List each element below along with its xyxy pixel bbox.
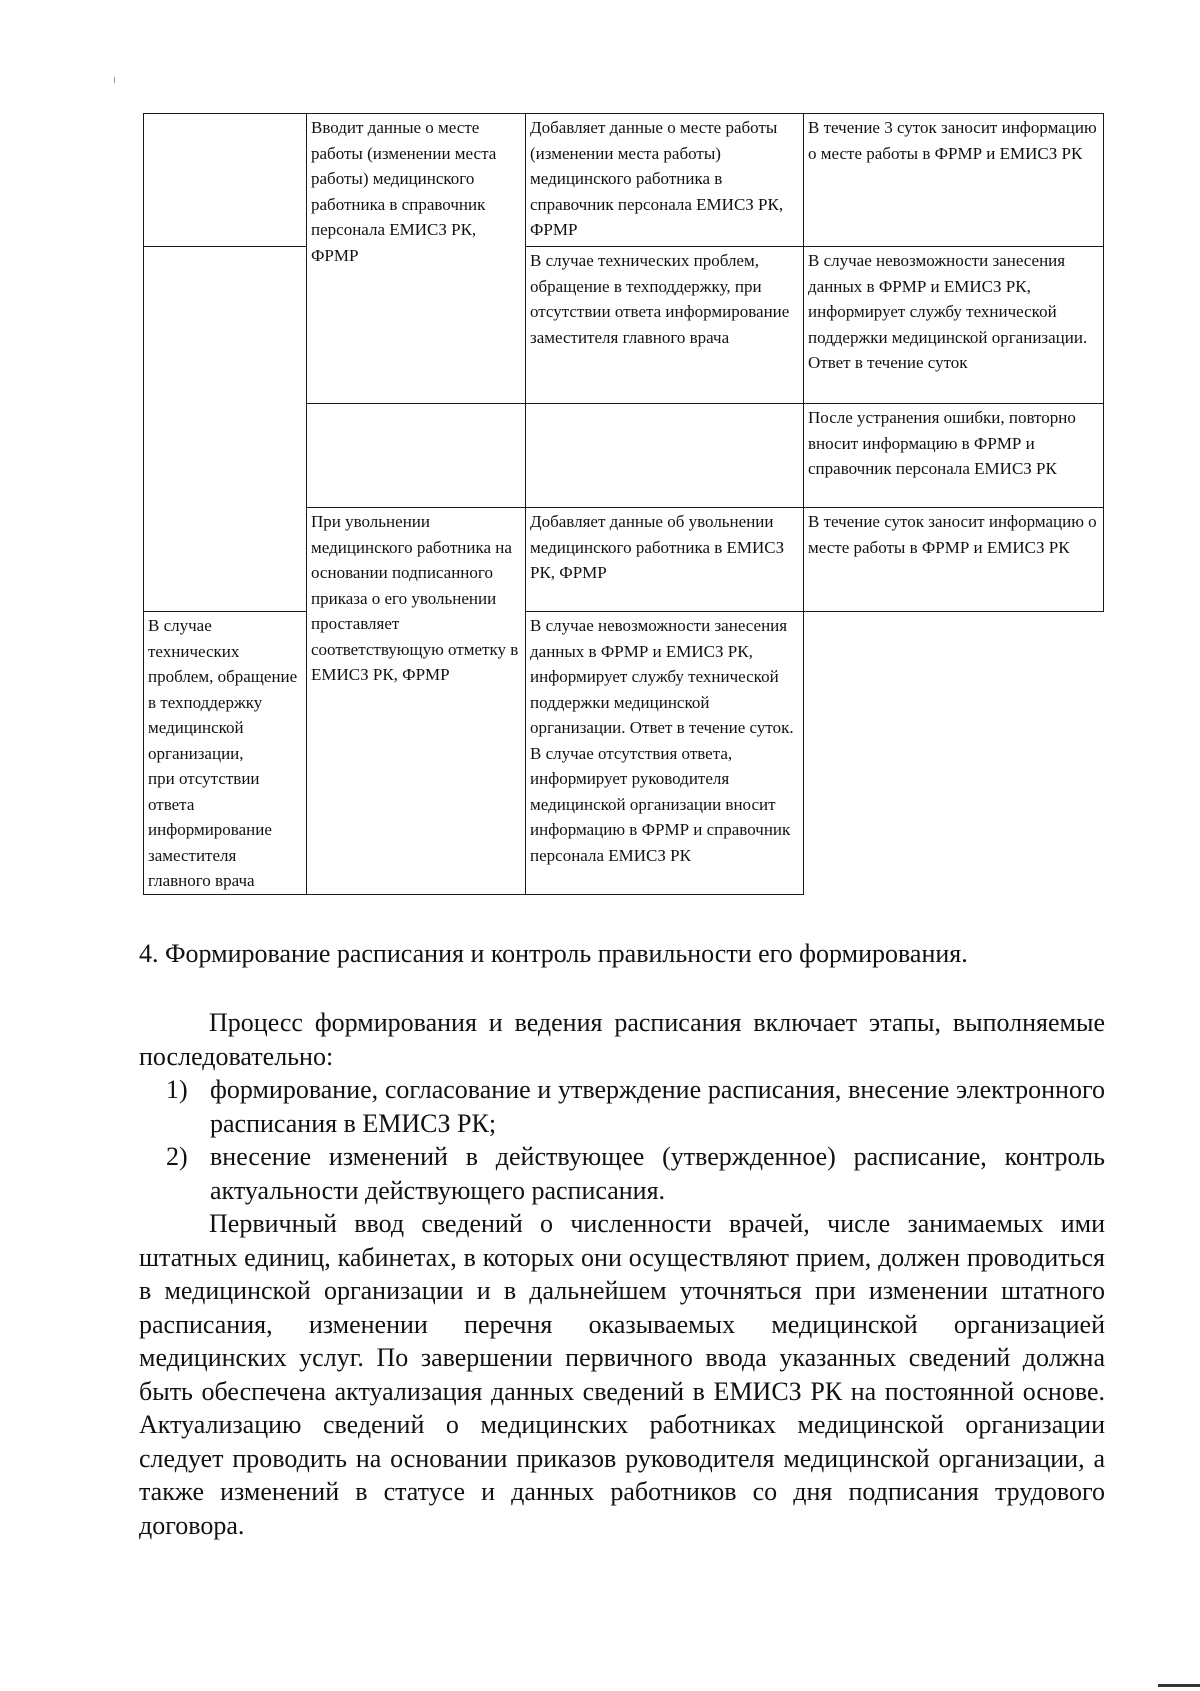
body-paragraph: Первичный ввод сведений о численности врачей, числе занимаемых ими штатных единиц, кабинетах, в которых они осуществляют прием, должен проводиться в медицинской организации и в дальнейшем уточняться при изменении штатного расписания, изменении перечня оказываемых медицинской организацией медицинских услуг. По завершении первичного ввода указанных сведений должна быть обеспечена актуализация данных сведений в ЕМИСЗ РК на постоянной основе. Актуализацию сведений о медицинских работниках медицинской организации следует проводить на основании приказов руководителя медицинской организации, а также изменений в статусе и данных работников со дня подписания трудового договора. [139,1209,1105,1540]
table-cell-step: В случае технических проблем, обращение в техподдержку, при отсутствии ответа информирование заместителя главного врача [526,247,804,404]
scan-artifact-mark [114,77,115,83]
table-cell-result: После устранения ошибки, повторно вносит информацию в ФРМР и справочник персонала ЕМИСЗ РК [804,404,1104,508]
intro-paragraph: Процесс формирования и ведения расписания включает этапы, выполняемые последовательно: [139,1008,1105,1071]
table-cell-step: В случае технических проблем, обращение в техподдержку медицинской организации, при отсутствии ответа информирование заместителя главного врача [144,612,307,895]
steps-list [139,1073,1105,1207]
table-cell-action: При увольнении медицинского работника на основании подписанного приказа о его увольнении проставляет соответствующую отметку в ЕМИСЗ РК, ФРМР [307,508,526,895]
table-row [144,114,1104,247]
section-body [139,1006,1105,1542]
scan-artifact-mark [1158,1684,1200,1687]
section-heading: 4. Формирование расписания и контроль правильности его формирования. [139,939,968,968]
table-cell-empty [144,114,307,247]
table-cell-step: Добавляет данные о месте работы (изменении места работы) медицинского работника в справочник персонала ЕМИСЗ РК, ФРМР [526,114,804,247]
table-cell-step: Добавляет данные об увольнении медицинского работника в ЕМИСЗ РК, ФРМР [526,508,804,612]
table-row [144,612,1104,895]
table-cell-result: В течение суток заносит информацию о месте работы в ФРМР и ЕМИСЗ РК [804,508,1104,612]
list-item-text: внесение изменений в действующее (утвержденное) расписание, контроль актуальности действующего расписания. [210,1142,1105,1205]
table-cell-result: В случае невозможности занесения данных в ФРМР и ЕМИСЗ РК, информирует службу технической поддержки медицинской организации. Ответ в течение суток [804,247,1104,404]
procedure-table [143,113,1104,895]
table-cell-result: В течение 3 суток заносит информацию о месте работы в ФРМР и ЕМИСЗ РК [804,114,1104,247]
list-item [166,1073,1105,1140]
table-row [144,247,1104,404]
table-cell-result: В случае невозможности занесения данных в ФРМР и ЕМИСЗ РК, информирует службу технической поддержки медицинской организации. Ответ в течение суток. В случае отсутствия ответа, информирует руководителя медицинской организации вносит информацию в ФРМР и справочник персонала ЕМИСЗ РК [526,612,804,895]
table-cell-empty [307,404,526,508]
table-cell-step [526,404,804,508]
list-item-number: 1) [166,1075,188,1104]
list-item-text: формирование, согласование и утверждение расписания, внесение электронного расписания в ЕМИСЗ РК; [210,1075,1105,1138]
list-item-number: 2) [166,1142,188,1171]
table-cell-empty [144,247,307,612]
list-item [166,1140,1105,1207]
table-cell-action: Вводит данные о месте работы (изменении места работы) медицинского работника в справочник персонала ЕМИСЗ РК, ФРМР [307,114,526,404]
